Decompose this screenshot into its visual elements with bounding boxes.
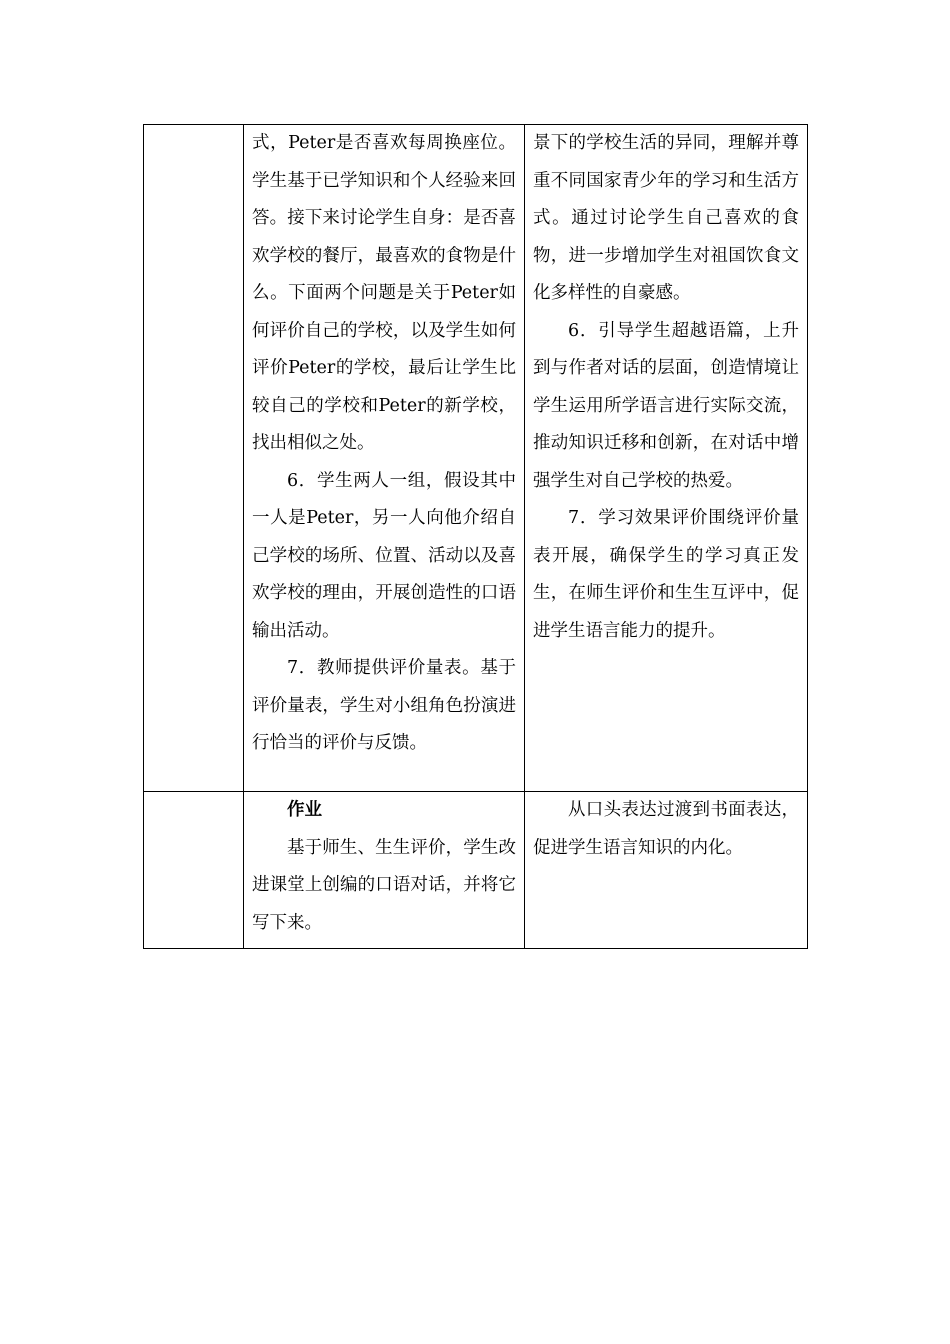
intent-paragraph: 6．引导学生超越语篇，上升到与作者对话的层面，创造情境让学生运用所学语言进行实际交流，推动知识迁移和创新，在对话中增强学生对自己学校的热爱。 <box>533 320 799 491</box>
homework-heading: 作业 <box>287 800 322 820</box>
stage-cell <box>144 125 244 792</box>
table-row <box>144 792 808 949</box>
activity-paragraph: 基于师生、生生评价，学生改进课堂上创编的口语对话，并将它写下来。 <box>252 837 516 933</box>
lesson-plan-table <box>143 124 808 949</box>
activity-paragraph: 7．教师提供评价量表。基于评价量表，学生对小组角色扮演进行恰当的评价与反馈。 <box>252 658 516 753</box>
intent-cell <box>525 792 808 949</box>
table-row <box>144 125 808 792</box>
intent-paragraph: 从口头表达过渡到书面表达，促进学生语言知识的内化。 <box>533 800 799 858</box>
stage-cell <box>144 792 244 949</box>
intent-paragraph: 景下的学校生活的异同，理解并尊重不同国家青少年的学习和生活方式。通过讨论学生自己喜欢的食物，进一步增加学生对祖国饮食文化多样性的自豪感。 <box>533 133 799 303</box>
activity-paragraph: 式，Peter是否喜欢每周换座位。学生基于已学知识和个人经验来回答。接下来讨论学生自身：是否喜欢学校的餐厅，最喜欢的食物是什么。下面两个问题是关于Peter如何评价自己的学校，以及学生如何评价Peter的学校，最后让学生比较自己的学校和Peter的新学校，找出相似之处。 <box>252 133 516 453</box>
intent-paragraph: 7．学习效果评价围绕评价量表开展，确保学生的学习真正发生，在师生评价和生生互评中，促进学生语言能力的提升。 <box>533 508 799 641</box>
activities-cell <box>244 125 525 792</box>
intent-cell <box>525 125 808 792</box>
activities-cell <box>244 792 525 949</box>
activity-paragraph: 6．学生两人一组，假设其中一人是Peter，另一人向他介绍自己学校的场所、位置、活动以及喜欢学校的理由，开展创造性的口语输出活动。 <box>252 470 516 641</box>
